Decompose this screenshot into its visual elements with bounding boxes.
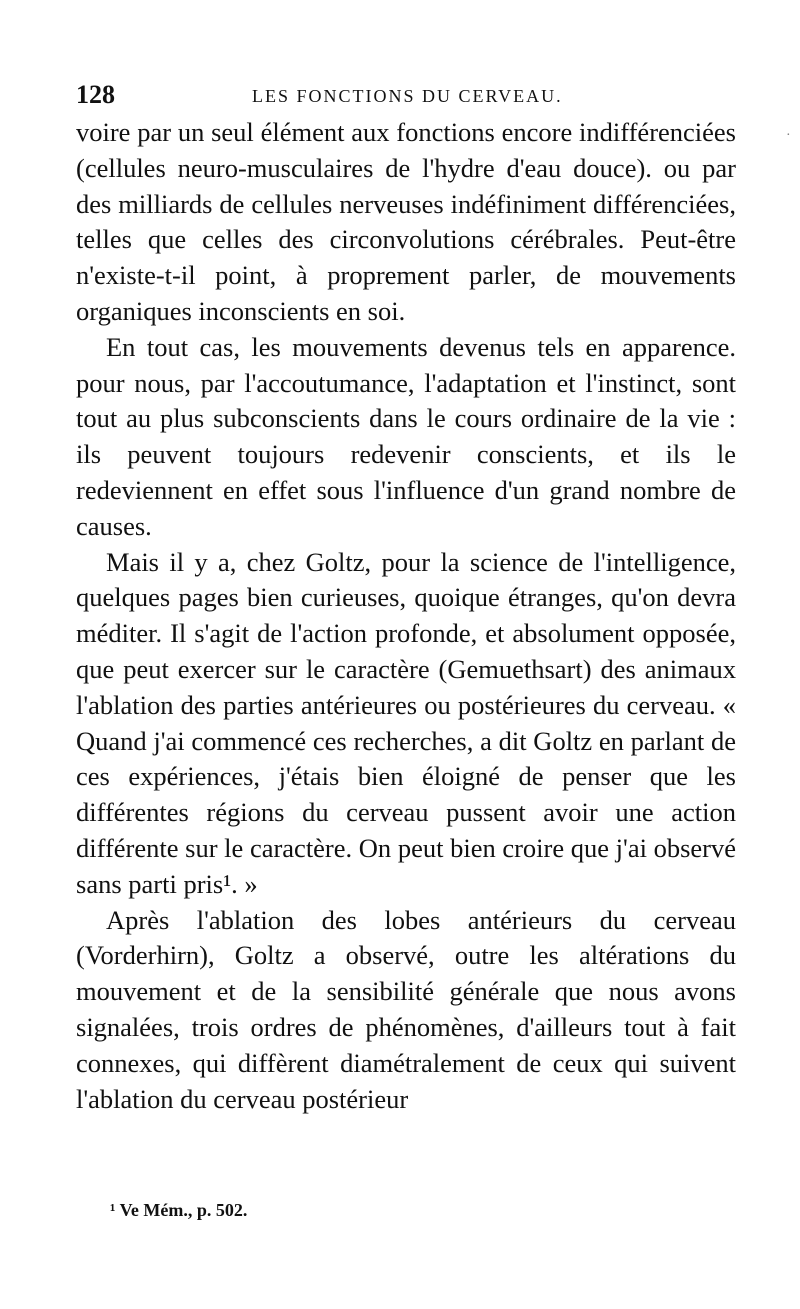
paragraph-3: Mais il y a, chez Goltz, pour la science de l'intelligence, quelques pages bien curieuses, quoique étranges, qu'on devra méditer. Il s'agit de l'action profonde, et absolument opposée, que peut exercer sur le caractère (Gemuethsart) des animaux l'ablation des parties antérieures ou postérieures du cerveau. « Quand j'ai commencé ces recherches, a dit Goltz en parlant de ces expériences, j'étais bien éloigné de penser que les différentes régions du cerveau pussent avoir une action différente sur le caractère. On peut bien croire que j'ai observé sans parti pris¹. » (76, 546, 736, 899)
running-head: LES FONCTIONS DU CERVEAU. (252, 86, 563, 106)
paragraph-4: Après l'ablation des lobes antérieurs du cerveau (Vorderhirn), Goltz a observé, outre les altérations du mouvement et de la sensibilité générale que nous avons signalées, trois ordres de phénomènes, d'ailleurs tout à fait connexes, qui diffèrent diamétralement de ceux qui suivent l'ablation du cerveau postérieur (76, 904, 736, 1114)
paragraph-1: voire par un seul élément aux fonctions encore indifférenciées (cellules neuro-musculaires de l'hydre d'eau douce). ou par des milliards de cellules nerveuses indéfiniment différenciées, telles que celles des circonvolutions cérébrales. Peut-être n'existe-t-il point, à proprement parler, de mouvements organiques inconscients en soi. (76, 117, 736, 326)
footnote: ¹ Ve Mém., p. 502. (110, 1200, 248, 1220)
page-number: 128 (76, 80, 115, 109)
body-text (76, 115, 736, 1117)
paragraph-2: En tout cas, les mouvements devenus tels en apparence. pour nous, par l'accoutumance, l'adaptation et l'instinct, sont tout au plus subconscients dans le cours ordinaire de la vie : ils peuvent toujours redevenir conscients, et ils le redeviennent en effet sous l'influence d'un grand nombre de causes. (76, 331, 736, 541)
margin-mark: · (786, 128, 791, 143)
page-header (76, 80, 736, 114)
